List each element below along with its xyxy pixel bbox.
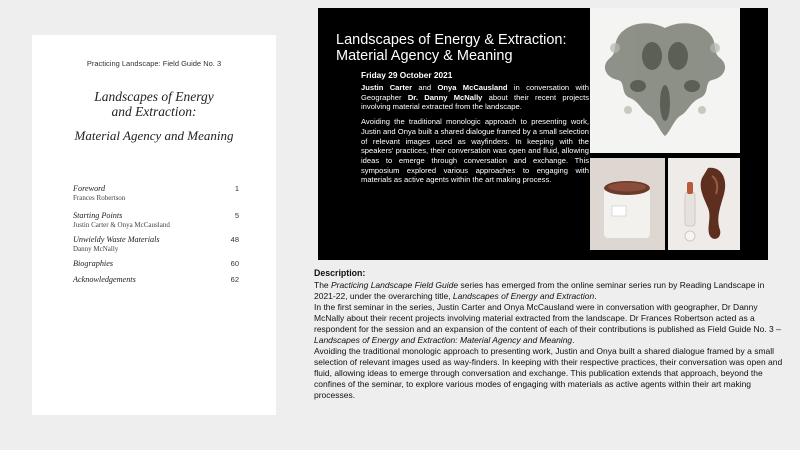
toc-title: Biographies — [73, 259, 114, 268]
description-paragraph-2 — [314, 302, 784, 346]
toc-page: 62 — [230, 275, 239, 284]
description-heading: Description: — [314, 268, 366, 278]
toc-page: 5 — [234, 211, 239, 220]
italic-title: Landscapes of Energy and Extraction: Material Agency and Meaning — [314, 335, 573, 345]
toc-title: Unwieldy Waste Materials — [73, 235, 160, 244]
book-title-line1: Landscapes of Energy — [94, 89, 214, 104]
text-span: In the first seminar in the series, Justin Carter and Onya McCausland were in conversation with geographer, Dr Danny McNally about their recent projects involving material extracted from the landscape. Dr Frances Robertson acted as a respondent for the session and an expansion of the content of each of their contributions is published as Field Guide No. 3 – — [314, 302, 781, 334]
pigment-jar-icon — [590, 158, 665, 250]
toc-author: Frances Robertson — [73, 194, 126, 202]
text-span: in conversation with Geographer — [361, 83, 589, 102]
toc-title: Acknowledgements — [73, 275, 136, 284]
text-span: . — [572, 335, 575, 345]
toc-page: 60 — [230, 259, 239, 268]
toc-page: 48 — [230, 235, 239, 244]
description-paragraph-1 — [314, 280, 784, 302]
seminar-poster — [318, 8, 768, 260]
italic-title: Practicing Landscape Field Guide — [331, 280, 459, 290]
poster-paragraph-2: Avoiding the traditional monologic approach to presenting work, Justin and Onya built a shared dialogue framed by a small selection of relevant images used as wayfinders. In keeping with the speakers' practices, their conversation was open and fluid, allowing ideas to emerge through conversation and exchange. This symposium explored various approaches to engaging with materials as active agents within the art making process. — [361, 117, 589, 185]
toc-title: Starting Points — [73, 211, 123, 220]
book-title — [32, 89, 276, 119]
series-title: Practicing Landscape: Field Guide No. 3 — [86, 59, 222, 68]
paint-drip-icon — [668, 158, 740, 250]
ink-blot-image — [590, 8, 740, 153]
book-contents-page — [32, 35, 276, 415]
book-title-line2: and Extraction: — [111, 104, 197, 119]
poster-title — [336, 32, 588, 64]
toc-author: Justin Carter & Onya McCausland — [73, 221, 170, 229]
text-span: The — [314, 280, 332, 290]
toc-page: 1 — [234, 184, 239, 193]
speaker-name: Onya McCausland — [437, 83, 508, 92]
text-span: . — [594, 291, 597, 301]
toc-item-biographies — [73, 259, 245, 275]
paint-drip-image — [668, 158, 740, 250]
toc-author: Danny McNally — [73, 245, 119, 253]
poster-date: Friday 29 October 2021 — [361, 70, 453, 80]
toc-item-foreword — [73, 184, 245, 211]
description-paragraph-3: Avoiding the traditional monologic approach to presenting work, Justin and Onya built a shared dialogue framed by a small selection of relevant images used as way-finders. In keeping with their respective practices, their conversation was open and fluid, allowing ideas to emerge through conversation and exchange. This publication extends that approach, beyond the confines of the seminar, to explore various modes of engaging with materials as active agents within their art making processes. — [314, 346, 783, 400]
poster-body — [361, 83, 589, 190]
italic-title: Landscapes of Energy and Extraction — [452, 291, 595, 301]
toc-item-starting-points — [73, 211, 245, 235]
pigment-jar-image — [590, 158, 665, 250]
description-block — [314, 268, 784, 401]
table-of-contents — [73, 184, 245, 291]
poster-title-line1: Landscapes of Energy & Extraction: — [336, 32, 567, 48]
text-span: series has emerged from the online seminar series run by Reading Landscape in 2021-22, under the overarching title, — [314, 280, 765, 301]
speaker-name: Justin Carter — [361, 83, 413, 92]
poster-title-line2: Material Agency & Meaning — [336, 48, 513, 64]
poster-paragraph-1 — [361, 83, 589, 112]
text-span: about their recent projects involving material extracted from the landscape. — [361, 92, 589, 112]
speaker-name: Dr. Danny McNally — [407, 92, 483, 102]
text-span: and — [412, 83, 438, 92]
toc-item-acknowledgements — [73, 275, 245, 291]
book-subtitle: Material Agency and Meaning — [74, 128, 234, 143]
toc-item-unwieldy-waste — [73, 235, 245, 259]
ink-blot-icon — [590, 8, 740, 153]
toc-title: Foreword — [73, 184, 106, 193]
